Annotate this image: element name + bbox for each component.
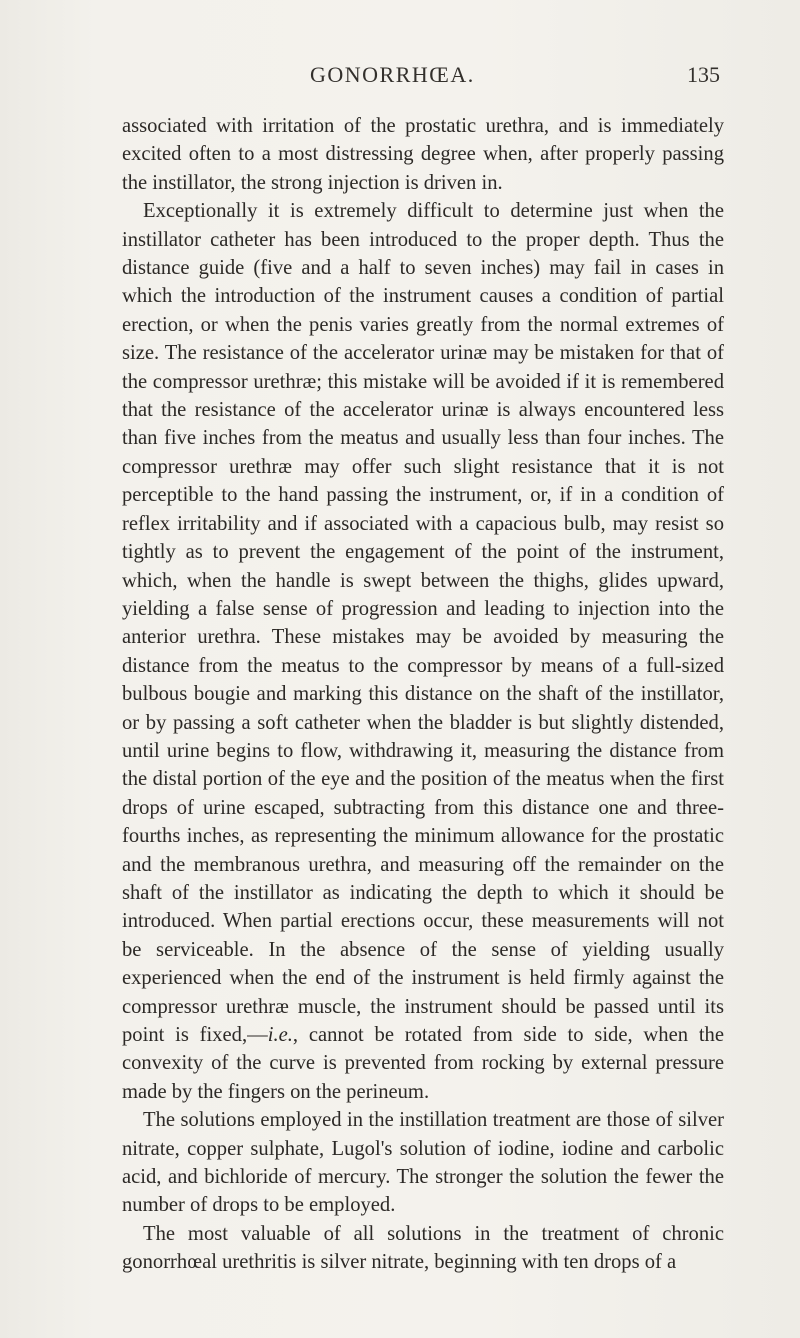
paragraph-silver-nitrate [122, 1220, 724, 1277]
body-text [122, 112, 724, 1277]
paragraph-text: The most valuable of all solutions in the treatment of chronic gonorrhœal urethritis is silver nitrate, beginning with ten drops of a [122, 1222, 724, 1274]
paragraph-text: associated with irritation of the prostatic urethra, and is immediately excited often to a most distressing degree when, after properly passing the instillator, the strong injection is driven in. [122, 115, 724, 194]
paragraph-continuation [122, 112, 724, 197]
page-number: 135 [687, 62, 720, 87]
paragraph-solutions [122, 1106, 724, 1220]
paragraph-text-continued: , cannot be rotated from side to side, when the convexity of the curve is prevented from rocking by external pressure made by the fingers on the perineum. [122, 1024, 724, 1103]
italic-abbreviation: i.e. [267, 1024, 293, 1046]
running-head [120, 62, 720, 102]
paragraph-text: Exceptionally it is extremely difficult to determine just when the instillator catheter has been introduced to the proper depth. Thus the distance guide (five and a half to seven inches) may fail in cases in which the introduction of the instrument causes a condition of partial erection, or when the penis varies greatly from the normal extremes of size. The resistance of the accelerator urinæ may be mistaken for that of the compressor urethræ; this mistake will be avoided if it is remembered that the resistance of the accelerator urinæ is always encountered less than five inches from the meatus and usually less than four inches. The compressor urethræ may offer such slight resistance that it is not perceptible to the hand passing the instrument, or, if in a condition of reflex irritability and if associated with a capacious bulb, may resist so tightly as to prevent the engagement of the point of the instrument, which, when the handle is swept between the thighs, glides upward, yielding a false sense of progression and leading to injection into the anterior urethra. These mistakes may be avoided by measuring the distance from the meatus to the compressor by means of a full-sized bulbous bougie and marking this distance on the shaft of the instillator, or by passing a soft catheter when the bladder is but slightly distended, until urine begins to flow, withdrawing it, measuring the distance from the distal portion of the eye and the position of the meatus when the first drops of urine escaped, subtracting from this distance one and three-fourths inches, as representing the minimum allowance for the prostatic and the membranous urethra, and measuring off the remainder on the shaft of the instillator as indicating the depth to which it should be introduced. When partial erections occur, these measurements will not be serviceable. In the absence of the sense of yielding usually experienced when the end of the instrument is held firmly against the compressor urethræ muscle, the instrument should be passed until its point is fixed,— [122, 200, 724, 1046]
paragraph-instillator-depth [122, 197, 724, 1106]
paragraph-text: The solutions employed in the instillation treatment are those of silver nitrate, copper sulphate, Lugol's solution of iodine, iodine and carbolic acid, and bichloride of mercury. The stronger the solution the fewer the number of drops to be employed. [122, 1109, 724, 1217]
running-title: GONORRHŒA. [310, 62, 475, 87]
